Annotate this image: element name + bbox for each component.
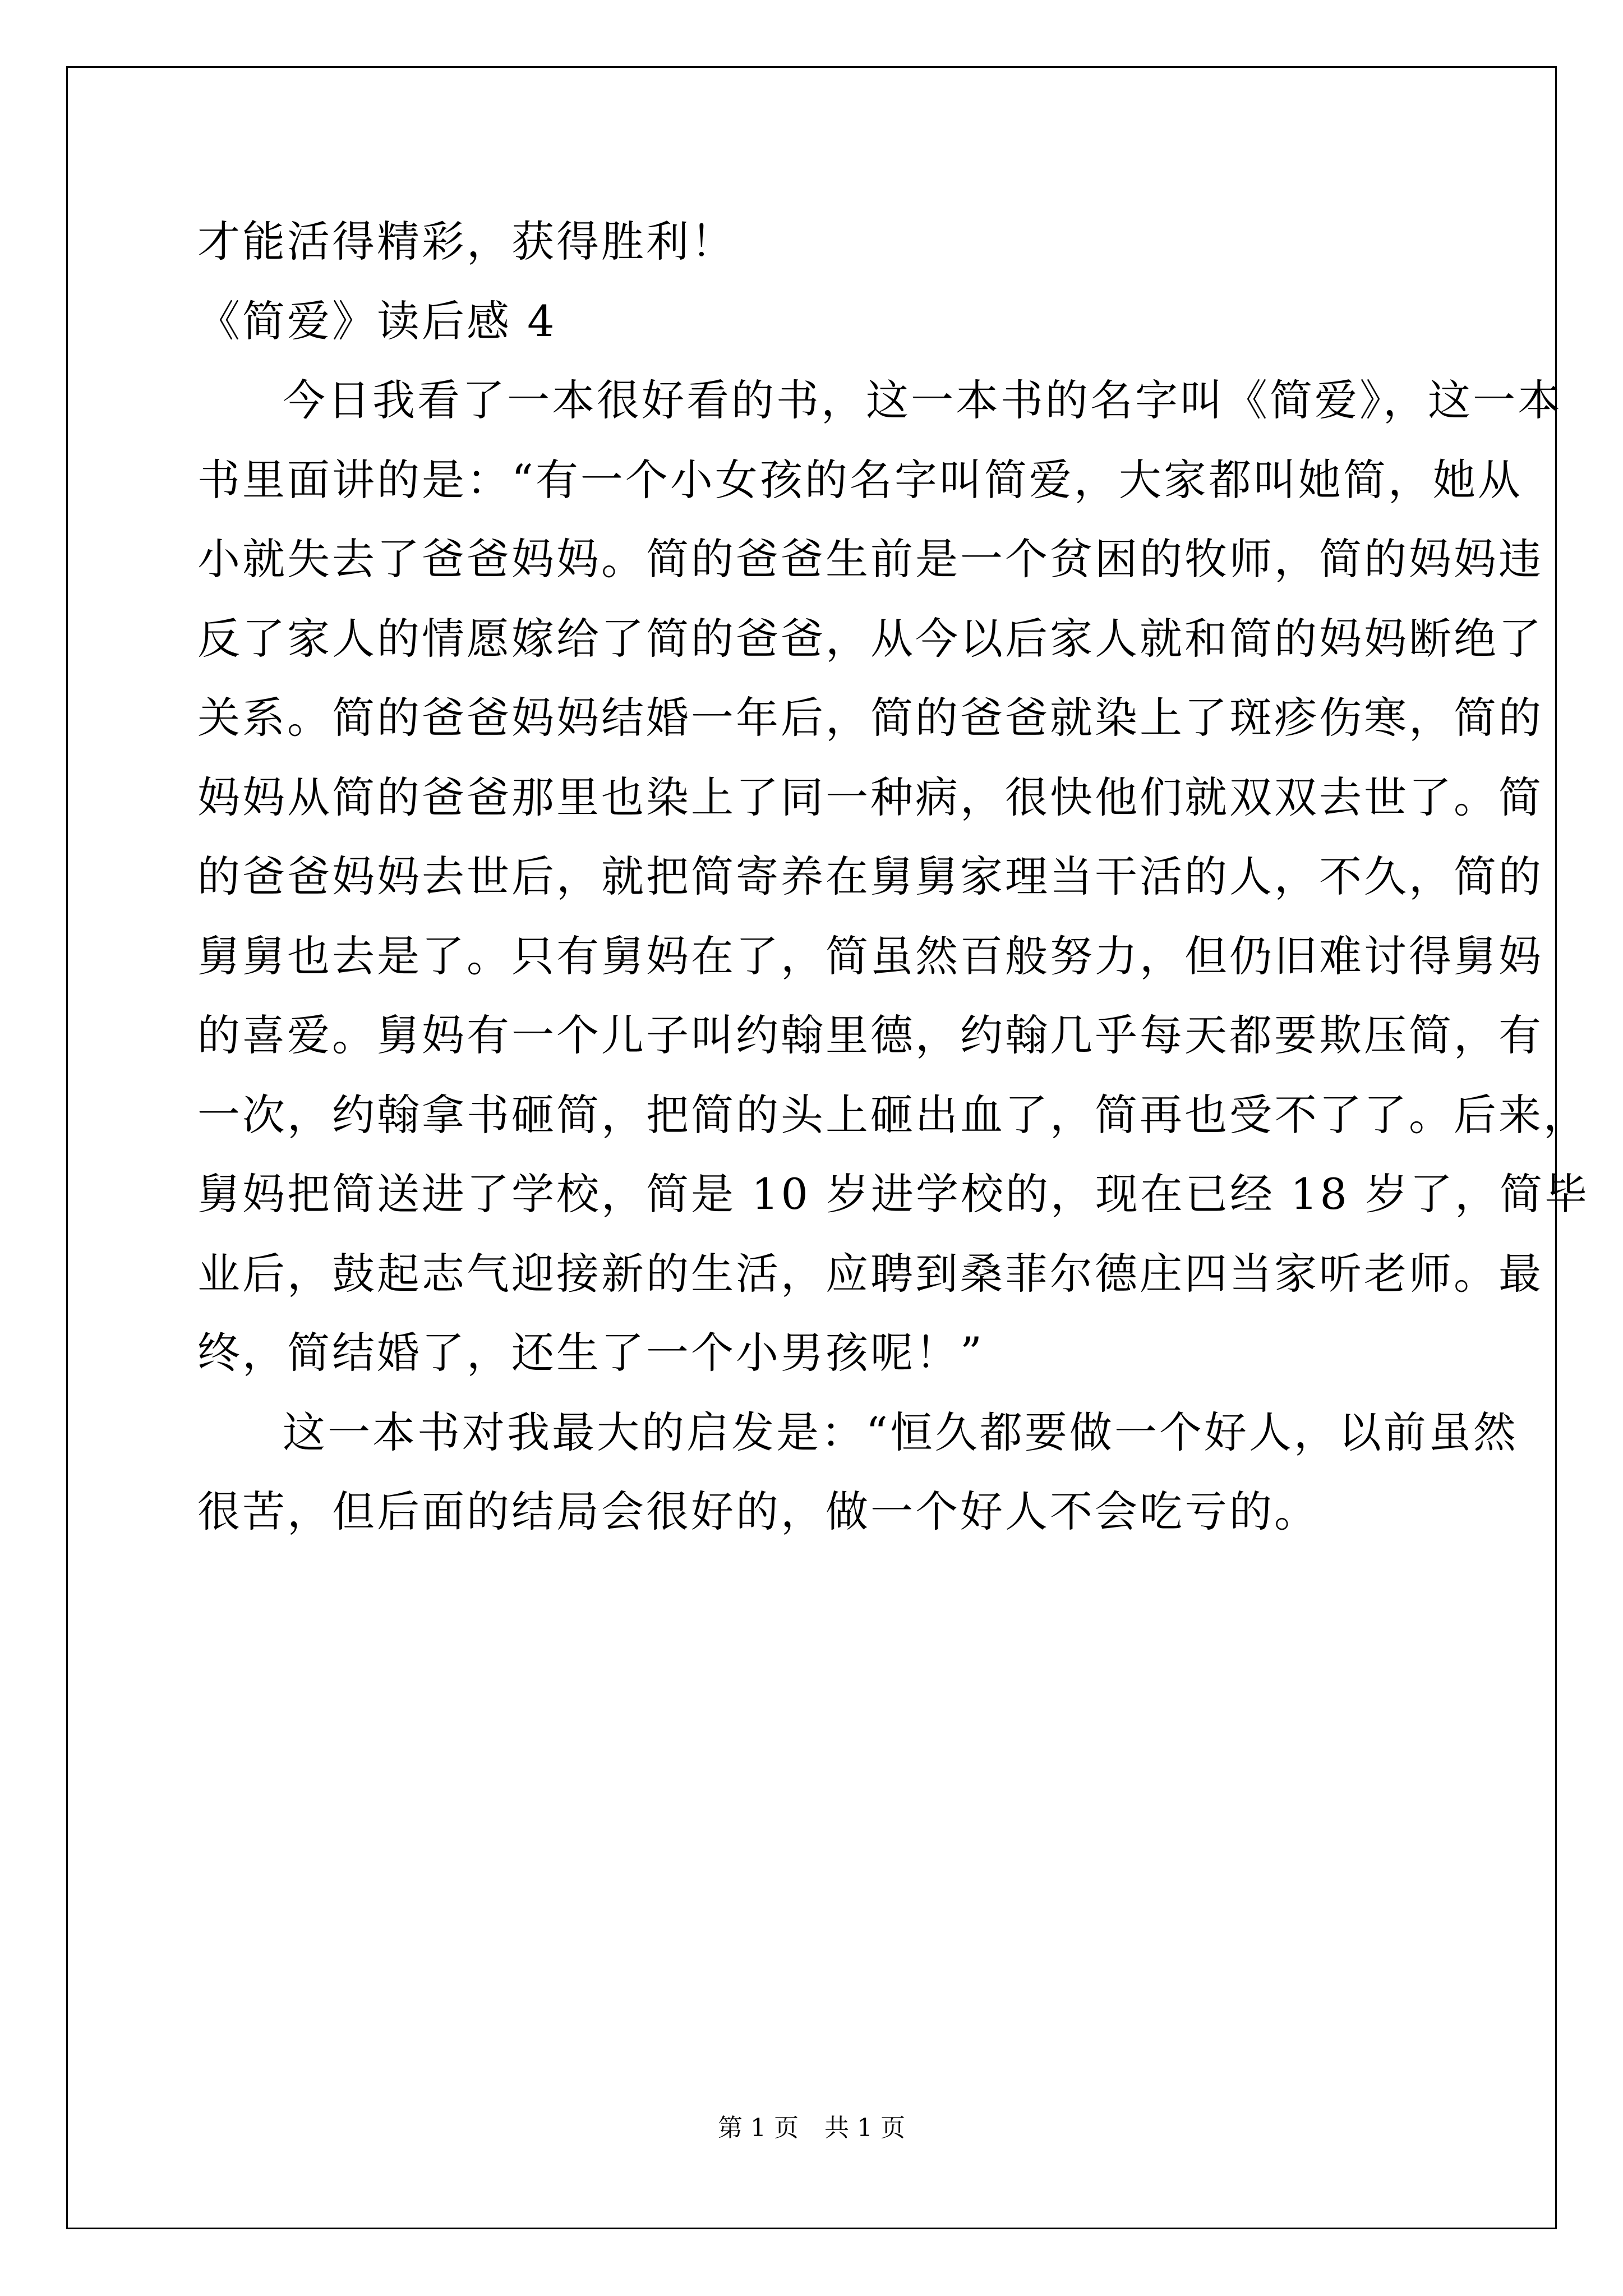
text-line: 关系。简的爸爸妈妈结婚一年后，简的爸爸就染上了斑疹伤寒，简的	[197, 693, 1543, 743]
text-line: 舅舅也去是了。只有舅妈在了，简虽然百般努力，但仍旧难讨得舅妈	[197, 931, 1543, 981]
text-line: 小就失去了爸爸妈妈。简的爸爸生前是一个贫困的牧师，简的妈妈违	[197, 534, 1543, 584]
text-line: 业后，鼓起志气迎接新的生活，应聘到桑菲尔德庄四当家听老师。最	[197, 1248, 1543, 1299]
paragraph-first-line: 今日我看了一本很好看的书，这一本书的名字叫《简爱》，这一本	[283, 375, 1562, 425]
page-total: 共 1 页	[824, 2114, 905, 2142]
text-line: 妈妈从简的爸爸那里也染上了同一种病，很快他们就双双去世了。简	[197, 772, 1543, 822]
text-line: 很苦，但后面的结局会很好的，做一个好人不会吃亏的。	[197, 1487, 1319, 1536]
text-line: 的喜爱。舅妈有一个儿子叫约翰里德，约翰几乎每天都要欺压简，有	[197, 1010, 1543, 1060]
text-line: 书里面讲的是：“有一个小女孩的名字叫简爱，大家都叫她简，她从	[197, 454, 1523, 505]
page-number: 第 1 页	[718, 2114, 799, 2142]
section-heading: 《简爱》读后感 4	[197, 296, 557, 346]
page-footer	[0, 2111, 1623, 2145]
text-line: 一次，约翰拿书砸简，把简的头上砸出血了，简再也受不了了。后来，	[197, 1089, 1588, 1140]
text-line: 的爸爸妈妈去世后，就把简寄养在舅舅家理当干活的人，不久，简的	[197, 852, 1543, 901]
document-body	[197, 202, 1590, 1552]
text-line: 终，简结婚了，还生了一个小男孩呢！”	[197, 1328, 984, 1378]
text-line: 舅妈把简送进了学校，简是 10 岁进学校的，现在已经 18 岁了，简毕	[197, 1169, 1590, 1219]
text-line: 反了家人的情愿嫁给了简的爸爸，从今以后家人就和简的妈妈断绝了	[197, 613, 1543, 664]
text-line: 才能活得精彩，获得胜利！	[197, 217, 736, 266]
paragraph-first-line: 这一本书对我最大的启发是：“恒久都要做一个好人，以前虽然	[283, 1407, 1518, 1457]
